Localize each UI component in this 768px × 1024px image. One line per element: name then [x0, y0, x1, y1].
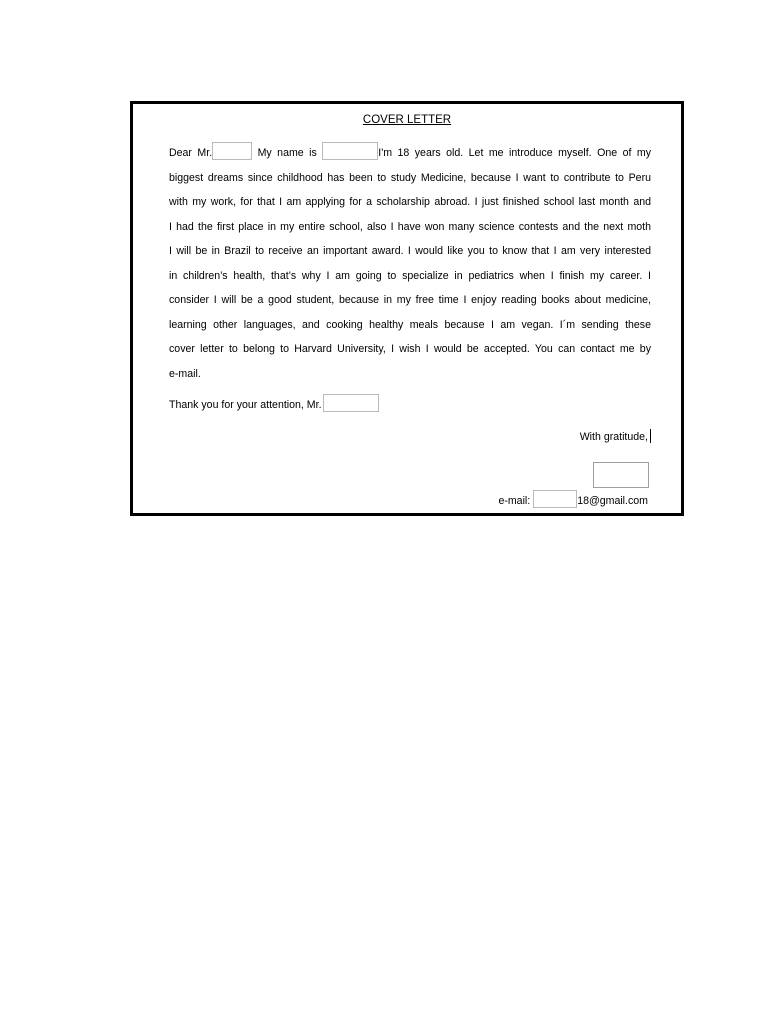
greeting-text: Dear Mr.	[169, 147, 213, 159]
closing-text: With gratitude,	[579, 431, 648, 443]
closing-line	[580, 429, 651, 443]
letter-line-9: cover letter to belong to Harvard University, I wish I would be accepted. You can contact me by	[169, 343, 651, 355]
signature-blank[interactable]	[593, 462, 649, 488]
letter-line-1	[169, 141, 651, 166]
thanks-recipient-blank[interactable]	[323, 394, 379, 412]
letter-line-4: I had the first place in my entire school, also I have won many science contests and the next moth	[169, 220, 651, 233]
email-label: e-mail:	[498, 495, 531, 507]
recipient-name-blank[interactable]	[212, 142, 252, 160]
letter-line-7: consider I will be a good student, because in my free time I enjoy reading books about medicine,	[169, 294, 651, 306]
intro-continued-text: I'm 18 years old. Let me introduce myself. One of my	[378, 147, 651, 159]
letter-body	[169, 141, 651, 386]
email-line	[498, 490, 648, 508]
letter-title: COVER LETTER	[362, 114, 452, 126]
text-cursor	[650, 429, 651, 443]
cover-letter-box	[130, 101, 684, 516]
email-user-blank[interactable]	[533, 490, 577, 508]
letter-line-3: with my work, for that I am applying for a scholarship abroad. I just finished school last month and	[169, 196, 651, 208]
letter-line-10: e-mail.	[169, 367, 201, 380]
letter-line-5: I will be in Brazil to receive an important award. I would like you to know that I am very interested	[169, 245, 651, 257]
sender-name-blank[interactable]	[322, 142, 378, 160]
thanks-line	[169, 394, 379, 412]
letter-line-8: learning other languages, and cooking healthy meals because I am vegan. I´m sending these	[169, 318, 651, 331]
email-suffix: 18@gmail.com	[577, 495, 648, 507]
thanks-text: Thank you for your attention, Mr.	[169, 399, 322, 411]
letter-line-2: biggest dreams since childhood has been to study Medicine, because I want to contribute to Peru	[169, 171, 651, 184]
name-intro-text: My name is	[252, 147, 323, 159]
letter-line-6: in children’s health, that’s why I am going to specialize in pediatrics when I finish my career. I	[169, 269, 651, 282]
